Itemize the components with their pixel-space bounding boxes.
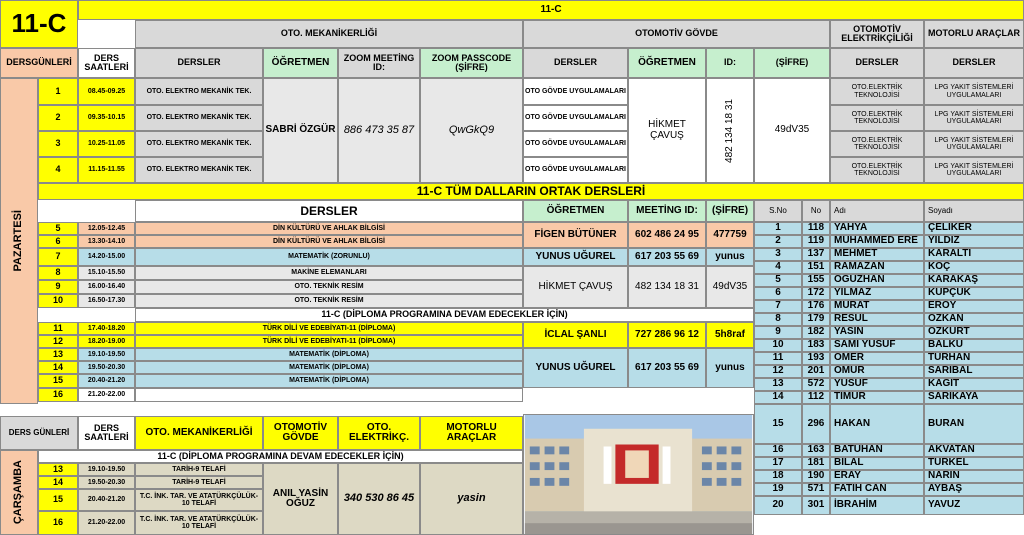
student-sno: 9 xyxy=(754,326,802,339)
wed-title: 11-C (DİPLOMA PROGRAMINA DEVAM EDECEKLER İÇİN) xyxy=(38,450,523,463)
elektrik-lesson: OTO.ELEKTRİK TEKNOLOJİSİ xyxy=(830,131,924,157)
student-no: 296 xyxy=(802,404,830,444)
common-lesson: DİN KÜLTÜRÜ VE AHLAK BİLGİSİ xyxy=(135,222,523,235)
student-no: 182 xyxy=(802,326,830,339)
period-time: 10.25-11.05 xyxy=(78,131,135,157)
govde-lesson: OTO GÖVDE UYGULAMALARI xyxy=(523,131,628,157)
student-soyad: YAVUZ xyxy=(924,496,1024,515)
student-soyad: SARIKAYA xyxy=(924,391,1024,404)
diploma-teacher-1-id: 727 286 96 12 xyxy=(628,322,706,348)
student-soyad: TURHAN xyxy=(924,352,1024,365)
common-dersler-header: DERSLER xyxy=(135,200,523,222)
student-soyad: KOÇ xyxy=(924,261,1024,274)
motorlu-section-header: MOTORLU ARAÇLAR xyxy=(924,20,1024,48)
period-time: 20.40-21.20 xyxy=(78,489,135,511)
student-soyad: BALKU xyxy=(924,339,1024,352)
otomek-passcode: QwGkQ9 xyxy=(420,78,523,183)
period-time: 12.05-12.45 xyxy=(78,222,135,235)
student-ad: ÖMER xyxy=(830,352,924,365)
period-number: 4 xyxy=(38,157,78,183)
student-sno: 17 xyxy=(754,457,802,470)
common-teacher-1-pass: 477759 xyxy=(706,222,754,248)
student-ad: TİMUR xyxy=(830,391,924,404)
wed-lesson: TARİH-9 TELAFİ xyxy=(135,463,263,476)
student-no: 155 xyxy=(802,274,830,287)
wed-hours-header: DERS SAATLERİ xyxy=(78,416,135,450)
student-sno: 2 xyxy=(754,235,802,248)
period-time: 14.20-15.00 xyxy=(78,248,135,266)
student-soyad: KARALTI xyxy=(924,248,1024,261)
diploma-lesson: MATEMATİK (DİPLOMA) xyxy=(135,361,523,374)
student-ad: İBRAHİM xyxy=(830,496,924,515)
diploma-teacher-1: İCLAL ŞANLI xyxy=(523,322,628,348)
motorlu-lesson: LPG YAKIT SİSTEMLERİ UYGULAMALARI xyxy=(924,105,1024,131)
period-number: 11 xyxy=(38,322,78,335)
diploma-lesson: TÜRK DİLİ VE EDEBİYATI-11 (DİPLOMA) xyxy=(135,322,523,335)
student-soyad: SARIBAL xyxy=(924,365,1024,378)
student-soyad: AYBAŞ xyxy=(924,483,1024,496)
student-soyad: TÜRKEL xyxy=(924,457,1024,470)
student-ad: SAMİ YUSUF xyxy=(830,339,924,352)
student-sno: 10 xyxy=(754,339,802,352)
student-ad: MURAT xyxy=(830,300,924,313)
common-teacher-3-id: 482 134 18 31 xyxy=(628,266,706,308)
day-wednesday-text: ÇARŞAMBA xyxy=(12,460,25,525)
ders-gunleri-header: DERSGÜNLERİ xyxy=(0,48,78,78)
common-meeting-header: MEETİNG ID: xyxy=(628,200,706,222)
elektrik-dersler-header: DERSLER xyxy=(830,48,924,78)
student-ad: YILMAZ xyxy=(830,287,924,300)
student-ad: ERAY xyxy=(830,470,924,483)
student-sno: 5 xyxy=(754,274,802,287)
diploma-teacher-1-pass: 5h8raf xyxy=(706,322,754,348)
period-time: 21.20-22.00 xyxy=(78,511,135,535)
period-number: 6 xyxy=(38,235,78,248)
period-time: 08.45-09.25 xyxy=(78,78,135,105)
student-soyad: ÖZKURT xyxy=(924,326,1024,339)
student-sno: 8 xyxy=(754,313,802,326)
student-sno: 14 xyxy=(754,391,802,404)
common-teacher-2: YUNUS UĞUREL xyxy=(523,248,628,266)
period-number: 7 xyxy=(38,248,78,266)
period-number: 14 xyxy=(38,361,78,374)
govde-ogretmen-header: ÖĞRETMEN xyxy=(628,48,706,78)
student-ad: ÖMÜR xyxy=(830,365,924,378)
period-number: 1 xyxy=(38,78,78,105)
wed-lesson: TARİH-9 TELAFİ xyxy=(135,476,263,489)
student-sno: 12 xyxy=(754,365,802,378)
student-no: 301 xyxy=(802,496,830,515)
student-no: 137 xyxy=(802,248,830,261)
period-number: 8 xyxy=(38,266,78,280)
otomek-lesson: OTO. ELEKTRO MEKANİK TEK. xyxy=(135,131,263,157)
student-no: 571 xyxy=(802,483,830,496)
student-ad: MUHAMMED ERE xyxy=(830,235,924,248)
common-courses-title: 11-C TÜM DALLARIN ORTAK DERSLERİ xyxy=(38,183,1024,200)
period-time: 16.00-16.40 xyxy=(78,280,135,294)
student-no: 119 xyxy=(802,235,830,248)
diploma-lesson: MATEMATİK (DİPLOMA) xyxy=(135,348,523,361)
govde-teacher: HİKMET ÇAVUŞ xyxy=(628,78,706,183)
top-header: 11-C xyxy=(78,0,1024,20)
student-no: 201 xyxy=(802,365,830,378)
common-lesson: MATEMATİK (ZORUNLU) xyxy=(135,248,523,266)
student-no: 176 xyxy=(802,300,830,313)
period-number: 13 xyxy=(38,348,78,361)
govde-section-header: OTOMOTİV GÖVDE xyxy=(523,20,830,48)
period-time: 19.10-19.50 xyxy=(78,348,135,361)
period-number: 14 xyxy=(38,476,78,489)
student-ad: OĞUZHAN xyxy=(830,274,924,287)
student-no: 193 xyxy=(802,352,830,365)
student-sno: 4 xyxy=(754,261,802,274)
student-no: 181 xyxy=(802,457,830,470)
diploma-lesson xyxy=(135,388,523,402)
wed-lesson: T.C. İNK. TAR. VE ATATÜRKÇÜLÜK-10 TELAFİ xyxy=(135,489,263,511)
student-header-sno: S.No xyxy=(754,200,802,222)
motorlu-lesson: LPG YAKIT SİSTEMLERİ UYGULAMALARI xyxy=(924,157,1024,183)
otomek-zoom-id-header: ZOOM MEETİNG ID: xyxy=(338,48,420,78)
common-lesson: OTO. TEKNİK RESİM xyxy=(135,294,523,308)
student-header-soyad: Soyadı xyxy=(924,200,1024,222)
student-ad: YASİN xyxy=(830,326,924,339)
student-soyad: YILDIZ xyxy=(924,235,1024,248)
student-ad: RESUL xyxy=(830,313,924,326)
student-ad: FATİH CAN xyxy=(830,483,924,496)
common-teacher-3: HİKMET ÇAVUŞ xyxy=(523,266,628,308)
otomek-lesson: OTO. ELEKTRO MEKANİK TEK. xyxy=(135,157,263,183)
student-no: 118 xyxy=(802,222,830,235)
student-no: 183 xyxy=(802,339,830,352)
period-time: 20.40-21.20 xyxy=(78,374,135,388)
student-no: 163 xyxy=(802,444,830,457)
period-number: 5 xyxy=(38,222,78,235)
period-number: 10 xyxy=(38,294,78,308)
student-sno: 18 xyxy=(754,470,802,483)
otomek-lesson: OTO. ELEKTRO MEKANİK TEK. xyxy=(135,78,263,105)
otomek-section-header: OTO. MEKANİKERLİĞİ xyxy=(135,20,523,48)
diploma-lesson: MATEMATİK (DİPLOMA) xyxy=(135,374,523,388)
student-soyad: NARİN xyxy=(924,470,1024,483)
period-time: 11.15-11.55 xyxy=(78,157,135,183)
elektrik-lesson: OTO.ELEKTRİK TEKNOLOJİSİ xyxy=(830,157,924,183)
diploma-teacher-2: YUNUS UĞUREL xyxy=(523,348,628,388)
wed-lesson: T.C. İNK. TAR. VE ATATÜRKÇÜLÜK-10 TELAFİ xyxy=(135,511,263,535)
student-sno: 1 xyxy=(754,222,802,235)
student-ad: BİLAL xyxy=(830,457,924,470)
common-ogretmen-header: ÖĞRETMEN xyxy=(523,200,628,222)
wed-days-header: DERS GÜNLERİ xyxy=(0,416,78,450)
diploma-teacher-2-id: 617 203 55 69 xyxy=(628,348,706,388)
govde-password: 49dV35 xyxy=(754,78,830,183)
otomek-teacher: SABRİ ÖZGÜR xyxy=(263,78,338,183)
period-number: 15 xyxy=(38,374,78,388)
period-time: 16.50-17.30 xyxy=(78,294,135,308)
period-time: 15.10-15.50 xyxy=(78,266,135,280)
student-no: 190 xyxy=(802,470,830,483)
elektrik-lesson: OTO.ELEKTRİK TEKNOLOJİSİ xyxy=(830,105,924,131)
govde-lesson: OTO GÖVDE UYGULAMALARI xyxy=(523,157,628,183)
common-teacher-1: FİGEN BÜTÜNER xyxy=(523,222,628,248)
student-no: 151 xyxy=(802,261,830,274)
student-no: 112 xyxy=(802,391,830,404)
wed-gov-header: OTOMOTİV GÖVDE xyxy=(263,416,338,450)
elektrik-lesson: OTO.ELEKTRİK TEKNOLOJİSİ xyxy=(830,78,924,105)
period-time: 19.50-20.30 xyxy=(78,476,135,489)
common-teacher-2-id: 617 203 55 69 xyxy=(628,248,706,266)
period-time: 13.30-14.10 xyxy=(78,235,135,248)
school-building-image xyxy=(523,414,754,535)
motorlu-lesson: LPG YAKIT SİSTEMLERİ UYGULAMALARI xyxy=(924,78,1024,105)
common-teacher-3-pass: 49dV35 xyxy=(706,266,754,308)
student-no: 572 xyxy=(802,378,830,391)
student-soyad: KAĞIT xyxy=(924,378,1024,391)
period-time: 09.35-10.15 xyxy=(78,105,135,131)
wed-otomek-header: OTO. MEKANİKERLİĞİ xyxy=(135,416,263,450)
common-lesson: DİN KÜLTÜRÜ VE AHLAK BİLGİSİ xyxy=(135,235,523,248)
student-ad: YUSUF xyxy=(830,378,924,391)
otomek-zoom-pass-header: ZOOM PASSCODE (ŞİFRE) xyxy=(420,48,523,78)
otomek-dersler-header: DERSLER xyxy=(135,48,263,78)
period-number: 3 xyxy=(38,131,78,157)
student-sno: 7 xyxy=(754,300,802,313)
ders-saatleri-header: DERS SAATLERİ xyxy=(78,48,135,78)
student-soyad: BURAN xyxy=(924,404,1024,444)
common-lesson: OTO. TEKNİK RESİM xyxy=(135,280,523,294)
common-sifre-header: (ŞİFRE) xyxy=(706,200,754,222)
student-ad: BATUHAN xyxy=(830,444,924,457)
period-time: 19.10-19.50 xyxy=(78,463,135,476)
diploma-teacher-2-pass: yunus xyxy=(706,348,754,388)
period-number: 12 xyxy=(38,335,78,348)
student-soyad: EROY xyxy=(924,300,1024,313)
govde-meeting-id: 482 134 18 31 xyxy=(723,98,735,163)
motorlu-dersler-header: DERSLER xyxy=(924,48,1024,78)
day-label-wednesday xyxy=(0,450,38,535)
wed-mot-header: MOTORLU ARAÇLAR xyxy=(420,416,523,450)
student-soyad: AKVATAN xyxy=(924,444,1024,457)
student-sno: 20 xyxy=(754,496,802,515)
student-ad: RAMAZAN xyxy=(830,261,924,274)
period-number: 9 xyxy=(38,280,78,294)
diploma-title: 11-C (DİPLOMA PROGRAMINA DEVAM EDECEKLER İÇİN) xyxy=(135,308,754,322)
student-sno: 16 xyxy=(754,444,802,457)
otomek-lesson: OTO. ELEKTRO MEKANİK TEK. xyxy=(135,105,263,131)
govde-dersler-header: DERSLER xyxy=(523,48,628,78)
period-time: 19.50-20.30 xyxy=(78,361,135,374)
period-number: 2 xyxy=(38,105,78,131)
student-sno: 19 xyxy=(754,483,802,496)
class-title: 11-C xyxy=(0,0,78,48)
wed-elk-header: OTO. ELEKTRİKÇ. xyxy=(338,416,420,450)
wed-meeting-id: 340 530 86 45 xyxy=(338,463,420,535)
period-time: 18.20-19.00 xyxy=(78,335,135,348)
student-header-ad: Adı xyxy=(830,200,924,222)
period-number: 15 xyxy=(38,489,78,511)
govde-lesson: OTO GÖVDE UYGULAMALARI xyxy=(523,78,628,105)
student-sno: 3 xyxy=(754,248,802,261)
period-time: 21.20-22.00 xyxy=(78,388,135,402)
otomek-meeting-id: 886 473 35 87 xyxy=(338,78,420,183)
student-sno: 11 xyxy=(754,352,802,365)
student-ad: HAKAN xyxy=(830,404,924,444)
govde-id-header: ID: xyxy=(706,48,754,78)
wed-teacher: ANIL YASİN OĞUZ xyxy=(263,463,338,535)
govde-sifre-header: (ŞİFRE) xyxy=(754,48,830,78)
student-soyad: KARAKAŞ xyxy=(924,274,1024,287)
period-number: 13 xyxy=(38,463,78,476)
period-number: 16 xyxy=(38,388,78,402)
govde-meeting-id-cell xyxy=(706,78,754,183)
student-ad: MEHMET xyxy=(830,248,924,261)
student-no: 172 xyxy=(802,287,830,300)
common-teacher-1-id: 602 486 24 95 xyxy=(628,222,706,248)
govde-lesson: OTO GÖVDE UYGULAMALARI xyxy=(523,105,628,131)
student-sno: 13 xyxy=(754,378,802,391)
student-sno: 15 xyxy=(754,404,802,444)
student-no: 179 xyxy=(802,313,830,326)
elektrik-section-header: OTOMOTİV ELEKTRİKÇİLİĞİ xyxy=(830,20,924,48)
period-time: 17.40-18.20 xyxy=(78,322,135,335)
student-header-no: No xyxy=(802,200,830,222)
common-lesson: MAKİNE ELEMANLARI xyxy=(135,266,523,280)
student-ad: YAHYA xyxy=(830,222,924,235)
period-number: 16 xyxy=(38,511,78,535)
wed-password: yasin xyxy=(420,463,523,535)
otomek-ogretmen-header: ÖĞRETMEN xyxy=(263,48,338,78)
student-soyad: ÖZKAN xyxy=(924,313,1024,326)
day-monday-text: PAZARTESİ xyxy=(12,210,25,272)
student-soyad: ÇELİKER xyxy=(924,222,1024,235)
motorlu-lesson: LPG YAKIT SİSTEMLERİ UYGULAMALARI xyxy=(924,131,1024,157)
student-soyad: KÜPÇÜK xyxy=(924,287,1024,300)
student-sno: 6 xyxy=(754,287,802,300)
common-teacher-2-pass: yunus xyxy=(706,248,754,266)
day-label-monday xyxy=(0,78,38,404)
diploma-lesson: TÜRK DİLİ VE EDEBİYATI-11 (DİPLOMA) xyxy=(135,335,523,348)
